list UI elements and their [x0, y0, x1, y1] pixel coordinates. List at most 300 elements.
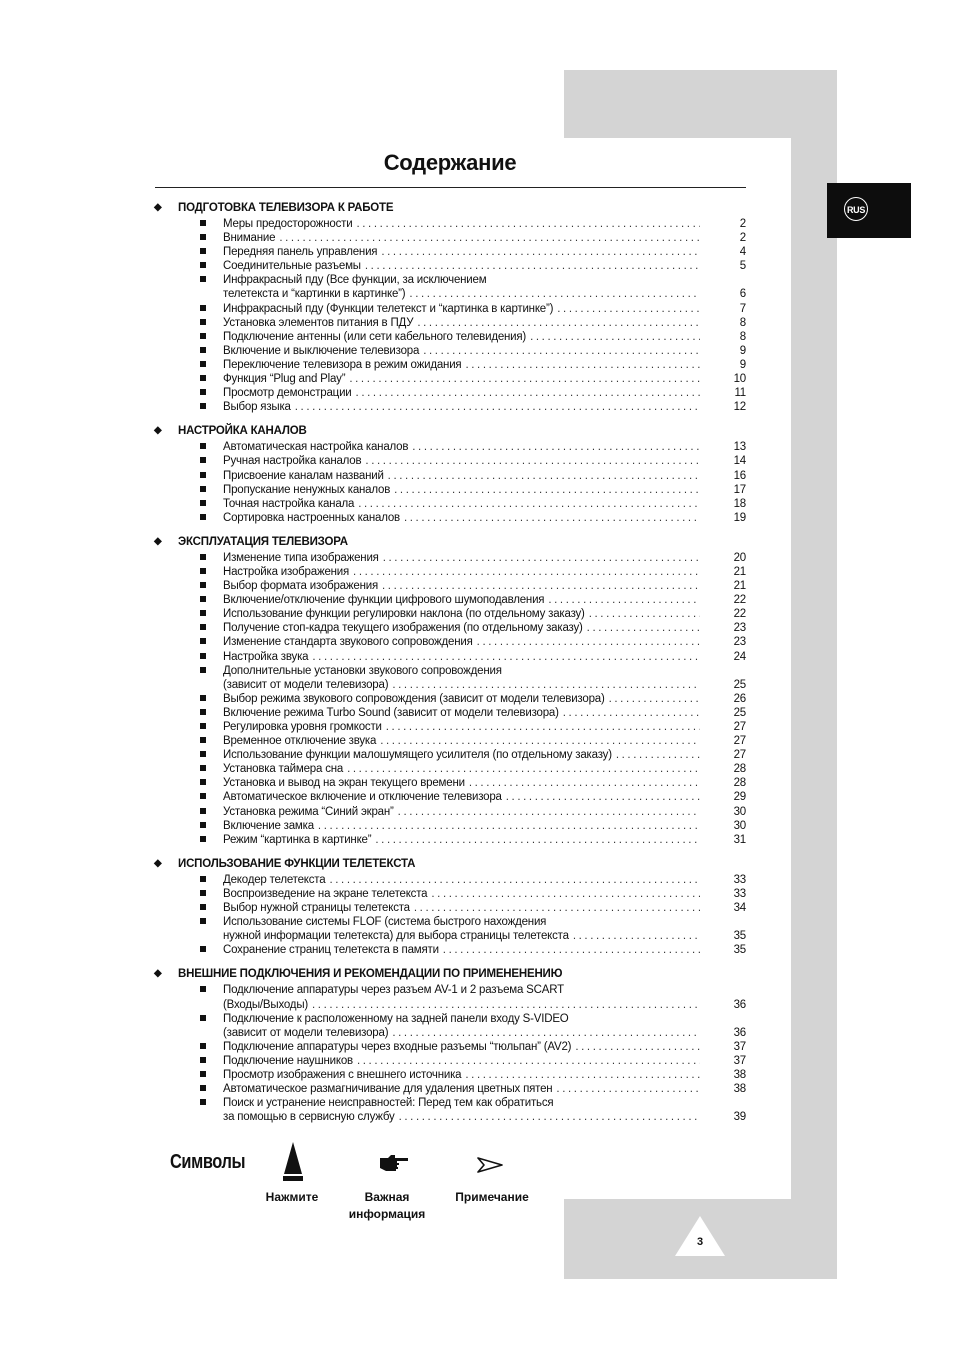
toc-entry-line [152, 1096, 748, 1110]
toc-entry-text: Присвоение каналам названий [223, 469, 384, 482]
toc-entry-text: Передняя панель управления [223, 246, 378, 259]
page-number: 3 [696, 1236, 704, 1248]
table-of-contents [152, 199, 748, 1132]
toc-page-number: 36 [733, 998, 746, 1011]
toc-entry-text: Поиск и устранение неисправностей: Перед тем как обратиться [223, 1097, 554, 1110]
toc-page-number: 33 [733, 873, 746, 886]
toc-entry-line [152, 231, 748, 245]
toc-entry-text: Автоматическое размагничивание для удаления цветных пятен [223, 1083, 553, 1096]
section-heading-text: ЭКСПЛУАТАЦИЯ ТЕЛЕВИЗОРА [178, 535, 348, 548]
toc-entry [152, 551, 748, 565]
toc-entry [152, 440, 748, 454]
toc-page-number: 19 [733, 511, 746, 524]
toc-entry-line [152, 400, 748, 414]
section-heading-text: ВНЕШНИЕ ПОДКЛЮЧЕНИЯ И РЕКОМЕНДАЦИИ ПО ПРИМЕНЕНЕНИЮ [178, 968, 563, 981]
toc-entry-line [152, 887, 748, 901]
toc-entry [152, 734, 748, 748]
diamond-bullet-icon: ◆ [154, 535, 162, 547]
dot-leader [295, 400, 700, 414]
toc-entry-text: Включение/отключение функции цифрового шумоподавления [223, 594, 545, 607]
toc-entry-text: Использование функции малошумящего усилителя (по отдельному заказу) [223, 749, 612, 762]
toc-entry-line [152, 551, 748, 565]
toc-entry-text: Функция “Plug and Play” [223, 373, 346, 386]
toc-entry-text: Включение замка [223, 819, 314, 832]
toc-entry-text: Подключение аппаратуры через входные разъемы “тюльпан” (AV2) [223, 1040, 572, 1053]
dot-leader [616, 748, 700, 762]
toc-entry [152, 302, 748, 316]
toc-entry-line [152, 790, 748, 804]
toc-entry-text: Изменение типа изображения [223, 551, 379, 564]
toc-entry-line [152, 358, 748, 372]
toc-entry [152, 273, 748, 301]
toc-entry-text: Подключение к расположенному на задней панели входу S-VIDEO [223, 1012, 569, 1025]
toc-page-number: 25 [733, 706, 746, 719]
toc-page-number: 5 [739, 260, 746, 273]
toc-entry-text: Ручная настройка каналов [223, 455, 362, 468]
toc-entry-text: Подключение антенны (или сети кабельного телевидения) [223, 330, 527, 343]
toc-section [152, 422, 748, 525]
toc-entry-line [152, 1110, 748, 1124]
toc-section [152, 533, 748, 847]
section-heading-text: НАСТРОЙКА КАНАЛОВ [178, 425, 307, 438]
toc-entry [152, 607, 748, 621]
dot-leader [356, 386, 700, 400]
toc-entry [152, 1054, 748, 1068]
toc-entry-text: Инфракрасный пду (Функции телетекст и “картинка в картинке”) [223, 302, 554, 315]
toc-entry-line [152, 593, 748, 607]
toc-entry-line [152, 607, 748, 621]
dot-leader [381, 245, 700, 259]
toc-entry-line [152, 734, 748, 748]
toc-entry [152, 259, 748, 273]
toc-page-number: 30 [733, 819, 746, 832]
toc-entry-line [152, 217, 748, 231]
toc-entry-text: (зависит от модели телевизора) [223, 678, 389, 691]
title-divider [155, 187, 746, 188]
dot-leader [312, 998, 700, 1012]
toc-page-number: 2 [739, 232, 746, 245]
toc-entry-text: Сортировка настроенных каналов [223, 511, 400, 524]
toc-entry-line [152, 635, 748, 649]
toc-page-number: 25 [733, 678, 746, 691]
toc-entry [152, 692, 748, 706]
toc-entry-line [152, 833, 748, 847]
dot-leader [530, 330, 700, 344]
toc-entry-line [152, 483, 748, 497]
dot-leader [465, 1068, 700, 1082]
toc-entry-text: Точная настройка канала [223, 497, 355, 510]
dot-leader [357, 1054, 700, 1068]
toc-entry-text: Автоматическое включение и отключение телевизора [223, 791, 502, 804]
toc-entry-text: Внимание [223, 232, 276, 245]
toc-page-number: 39 [733, 1111, 746, 1124]
toc-entry [152, 1068, 748, 1082]
toc-entry [152, 593, 748, 607]
toc-entry-text: Использование системы FLOF (система быстрого нахождения [223, 916, 547, 929]
toc-entry-line [152, 998, 748, 1012]
toc-page-number: 20 [733, 551, 746, 564]
toc-entry-line [152, 1054, 748, 1068]
toc-entry-line [152, 302, 748, 316]
toc-entry-text: Установка и вывод на экран текущего времени [223, 777, 465, 790]
dot-leader [394, 483, 700, 497]
toc-entry-line [152, 579, 748, 593]
toc-entry-line [152, 497, 748, 511]
toc-page-number: 8 [739, 330, 746, 343]
toc-page-number: 2 [739, 218, 746, 230]
section-heading-text: ИСПОЛЬЗОВАНИЕ ФУНКЦИИ ТЕЛЕТЕКСТА [178, 857, 416, 870]
toc-entry-text: Регулировка уровня громкости [223, 721, 382, 733]
toc-page-number: 38 [733, 1068, 746, 1081]
toc-entry-text: Режим “картинка в картинке” [223, 833, 372, 846]
toc-entry-text: Выбор языка [223, 401, 291, 414]
dot-leader [383, 551, 700, 565]
toc-entry-line [152, 692, 748, 706]
toc-page-number: 12 [733, 401, 746, 414]
toc-entry [152, 316, 748, 330]
toc-entry-line [152, 372, 748, 386]
toc-entry-line [152, 805, 748, 819]
dot-leader [609, 692, 700, 706]
symbol-label-line: Примечание [455, 1190, 529, 1204]
toc-page-number: 22 [733, 608, 746, 621]
toc-entry-text: Выбор нужной страницы телетекста [223, 902, 410, 915]
dot-leader [388, 469, 700, 483]
dot-leader [587, 621, 700, 635]
toc-entry-text: Инфракрасный пду (Все функции, за исключением [223, 274, 487, 287]
toc-entry-text: Меры предосторожности [223, 218, 353, 230]
dot-leader [563, 706, 700, 720]
dot-leader [414, 901, 700, 915]
toc-entry-line [152, 706, 748, 720]
toc-page-number: 38 [733, 1083, 746, 1096]
section-heading [152, 199, 748, 217]
symbols-title: Символы [170, 1151, 246, 1173]
toc-entry-text: (зависит от модели телевизора) [223, 1026, 389, 1039]
toc-entry-text: Использование функции регулировки наклона (по отдельному заказу) [223, 608, 585, 621]
toc-entry [152, 720, 748, 734]
toc-entry [152, 565, 748, 579]
toc-entry-text: Установка элементов питания в ПДУ [223, 316, 414, 329]
dot-leader [365, 259, 700, 273]
toc-entry-text: телетекста и “картинки в картинке”) [223, 288, 406, 301]
toc-entry [152, 386, 748, 400]
dot-leader [548, 593, 700, 607]
section-heading-text: ПОДГОТОВКА ТЕЛЕВИЗОРА К РАБОТЕ [178, 202, 394, 214]
toc-entry-text: Соединительные разъемы [223, 260, 361, 273]
toc-page-number: 28 [733, 777, 746, 790]
toc-entry-line [152, 469, 748, 483]
toc-entry-text: Получение стоп-кадра текущего изображения (по отдельному заказу) [223, 622, 583, 635]
toc-entry [152, 706, 748, 720]
toc-entry-text: Подключение аппаратуры через разъем AV-1 и 2 разъема SCART [223, 984, 564, 997]
language-tab [827, 183, 911, 238]
dot-leader [469, 776, 700, 790]
dot-leader [465, 358, 700, 372]
toc-page-number: 10 [733, 373, 746, 386]
toc-section [152, 855, 748, 958]
dot-leader [356, 217, 700, 231]
toc-entry-line [152, 287, 748, 301]
toc-page-number: 8 [739, 316, 746, 329]
press-icon [281, 1141, 305, 1185]
dot-leader [431, 887, 700, 901]
diamond-bullet-icon: ◆ [154, 968, 162, 980]
toc-page-number: 7 [739, 302, 746, 315]
dot-leader [417, 316, 700, 330]
dot-leader [358, 497, 700, 511]
toc-entry-line [152, 245, 748, 259]
dot-leader [353, 565, 700, 579]
toc-entry [152, 887, 748, 901]
dot-leader [477, 635, 700, 649]
toc-page-number: 13 [733, 441, 746, 454]
dot-leader [386, 720, 700, 734]
toc-entry-text: Временное отключение звука [223, 735, 377, 748]
toc-entry [152, 776, 748, 790]
toc-entry [152, 873, 748, 887]
toc-entry-line [152, 720, 748, 734]
toc-entry-line [152, 1082, 748, 1096]
dot-leader [404, 511, 700, 525]
toc-entry [152, 664, 748, 692]
toc-entry-line [152, 929, 748, 943]
toc-page-number: 22 [733, 594, 746, 607]
symbol-label-line: Нажмите [265, 1190, 319, 1204]
toc-page-number: 28 [733, 763, 746, 776]
toc-page-number: 34 [733, 902, 746, 915]
toc-entry-text: Выбор режима звукового сопровождения (зависит от модели телевизора) [223, 692, 605, 705]
toc-page-number: 14 [733, 455, 746, 468]
toc-entry [152, 762, 748, 776]
toc-entry [152, 469, 748, 483]
toc-entry [152, 943, 748, 957]
toc-section [152, 965, 748, 1124]
toc-page-number: 26 [733, 692, 746, 705]
toc-entry-line [152, 386, 748, 400]
toc-entry [152, 372, 748, 386]
toc-entry [152, 400, 748, 414]
dot-leader [347, 762, 700, 776]
toc-entry-text: (Входы/Выходы) [223, 998, 309, 1011]
toc-entry-line [152, 1040, 748, 1054]
toc-entry-line [152, 1012, 748, 1026]
toc-entry [152, 231, 748, 245]
dot-leader [380, 734, 700, 748]
dot-leader [443, 943, 700, 957]
toc-entry-line [152, 664, 748, 678]
arrowhead-icon [477, 1157, 503, 1173]
toc-page-number: 31 [733, 833, 746, 846]
toc-entry [152, 635, 748, 649]
toc-entry-line [152, 440, 748, 454]
toc-entry-line [152, 819, 748, 833]
toc-entry-line [152, 273, 748, 287]
dot-leader [589, 607, 700, 621]
background-panel-right [791, 70, 837, 1279]
toc-entry-text: Просмотр изображения с внешнего источника [223, 1068, 462, 1081]
toc-page-number: 27 [733, 749, 746, 762]
toc-entry-line [152, 454, 748, 468]
dot-leader [365, 454, 700, 468]
toc-entry [152, 344, 748, 358]
dot-leader [392, 678, 700, 692]
toc-entry-line [152, 1068, 748, 1082]
toc-entry [152, 454, 748, 468]
toc-page-number: 35 [733, 930, 746, 943]
toc-entry-line [152, 776, 748, 790]
dot-leader [392, 1026, 700, 1040]
toc-entry-text: Декодер телетекста [223, 873, 326, 886]
toc-entry-text: Дополнительные установки звукового сопровождения [223, 664, 502, 677]
toc-entry-text: Настройка изображения [223, 565, 350, 578]
toc-entry [152, 579, 748, 593]
toc-entry-text: Установка таймера сна [223, 763, 344, 776]
dot-leader [557, 302, 700, 316]
toc-page-number: 27 [733, 721, 746, 733]
diamond-bullet-icon: ◆ [154, 857, 162, 869]
toc-entry-line [152, 565, 748, 579]
toc-page-number: 30 [733, 805, 746, 818]
dot-leader [506, 790, 700, 804]
toc-page-number: 23 [733, 636, 746, 649]
toc-entry-text: Автоматическая настройка каналов [223, 441, 409, 454]
toc-page-number: 6 [739, 288, 746, 301]
toc-entry-line [152, 330, 748, 344]
section-heading [152, 533, 748, 551]
toc-entry [152, 330, 748, 344]
toc-entry-line [152, 901, 748, 915]
toc-entry-line [152, 915, 748, 929]
toc-page-number: 17 [733, 483, 746, 496]
language-badge: RUS [844, 197, 868, 221]
toc-entry [152, 245, 748, 259]
toc-page-number: 37 [733, 1040, 746, 1053]
dot-leader [409, 287, 700, 301]
toc-page-number: 24 [733, 650, 746, 663]
toc-entry-line [152, 621, 748, 635]
toc-entry [152, 1040, 748, 1054]
toc-entry-line [152, 650, 748, 664]
toc-page-number: 9 [739, 358, 746, 371]
toc-entry [152, 1012, 748, 1040]
section-heading [152, 855, 748, 873]
toc-entry-text: Сохранение страниц телетекста в памяти [223, 944, 439, 957]
section-heading [152, 965, 748, 983]
toc-entry [152, 358, 748, 372]
toc-entry-text: Пропускание ненужных каналов [223, 483, 391, 496]
toc-entry [152, 1082, 748, 1096]
toc-entry-text: Воспроизведение на экране телетекста [223, 887, 428, 900]
toc-entry [152, 790, 748, 804]
dot-leader [318, 819, 700, 833]
dot-leader [312, 650, 700, 664]
toc-section [152, 199, 748, 414]
toc-entry-line [152, 259, 748, 273]
toc-entry-line [152, 943, 748, 957]
toc-entry [152, 983, 748, 1011]
toc-page-number: 21 [733, 580, 746, 593]
toc-entry [152, 748, 748, 762]
toc-entry [152, 217, 748, 231]
dot-leader [279, 231, 700, 245]
toc-page-number: 33 [733, 887, 746, 900]
toc-entry-text: Включение и выключение телевизора [223, 344, 420, 357]
dot-leader [398, 805, 700, 819]
toc-page-number: 11 [734, 387, 746, 400]
toc-entry-line [152, 748, 748, 762]
toc-entry [152, 1096, 748, 1124]
toc-entry-text: Изменение стандарта звукового сопровождения [223, 636, 473, 649]
toc-page-number: 9 [739, 344, 746, 357]
toc-page-number: 37 [733, 1054, 746, 1067]
toc-entry [152, 833, 748, 847]
toc-page-number: 36 [733, 1026, 746, 1039]
toc-entry-text: Переключение телевизора в режим ожидания [223, 358, 462, 371]
toc-entry-line [152, 983, 748, 997]
dot-leader [329, 873, 700, 887]
toc-page-number: 27 [733, 735, 746, 748]
toc-entry [152, 483, 748, 497]
dot-leader [375, 833, 700, 847]
toc-entry [152, 497, 748, 511]
page-title: Содержание [383, 150, 517, 175]
diamond-bullet-icon: ◆ [154, 202, 162, 213]
dot-leader [412, 440, 700, 454]
symbol-label-press [252, 1189, 332, 1206]
toc-entry-line [152, 873, 748, 887]
dot-leader [423, 344, 700, 358]
toc-entry-line [152, 511, 748, 525]
toc-entry-line [152, 316, 748, 330]
toc-entry [152, 650, 748, 664]
dot-leader [382, 579, 700, 593]
symbol-label-line: Важная [364, 1190, 410, 1204]
dot-leader [575, 1040, 700, 1054]
dot-leader [556, 1082, 700, 1096]
toc-page-number: 16 [733, 469, 746, 482]
toc-entry-text: нужной информации телетекста) для выбора страницы телетекста [223, 930, 569, 943]
toc-page-number: 4 [739, 246, 746, 259]
toc-page-number: 23 [733, 622, 746, 635]
toc-entry [152, 511, 748, 525]
toc-entry-text: Подключение наушников [223, 1054, 353, 1067]
toc-entry-text: Установка режима “Синий экран” [223, 805, 394, 818]
toc-entry-line [152, 678, 748, 692]
pointing-hand-icon [379, 1154, 409, 1172]
toc-entry [152, 621, 748, 635]
toc-entry [152, 901, 748, 915]
symbol-label-important [337, 1189, 437, 1223]
toc-entry-text: Включение режима Turbo Sound (зависит от модели телевизора) [223, 706, 559, 719]
toc-entry-line [152, 344, 748, 358]
toc-page-number: 21 [733, 565, 746, 578]
toc-entry-line [152, 1026, 748, 1040]
toc-entry-text: за помощью в сервисную службу [223, 1111, 395, 1124]
dot-leader [349, 372, 700, 386]
toc-entry-text: Настройка звука [223, 650, 309, 663]
symbol-label-line: информация [348, 1207, 426, 1221]
toc-entry-line [152, 762, 748, 776]
symbol-label-note [447, 1189, 537, 1206]
dot-leader [399, 1110, 700, 1124]
toc-page-number: 18 [733, 497, 746, 510]
toc-page-number: 29 [733, 791, 746, 804]
toc-entry-text: Просмотр демонстрации [223, 387, 352, 400]
toc-entry [152, 819, 748, 833]
toc-entry [152, 915, 748, 943]
toc-entry [152, 805, 748, 819]
